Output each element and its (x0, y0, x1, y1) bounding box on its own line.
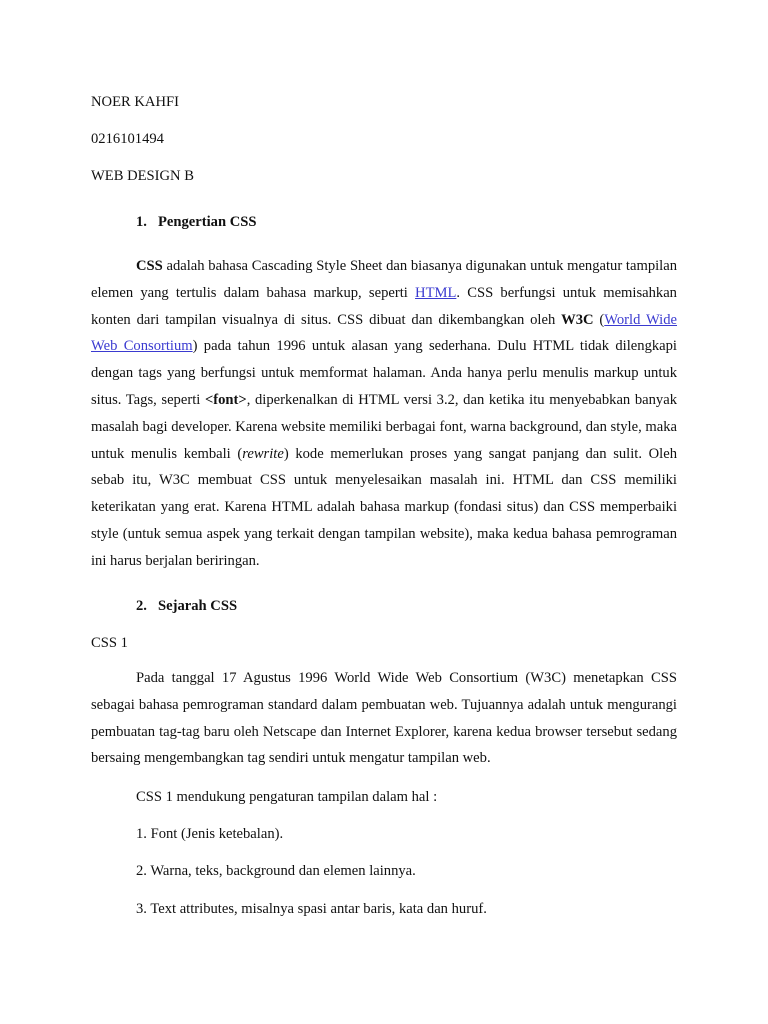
font-tag-term: <font> (204, 391, 247, 408)
paragraph-text: , diperkenalkan di HTML versi 3.2, dan ketika itu menyebabkan banyak masalah bagi developer. Karena website memiliki berbagai font, warna background, dan style, maka untuk menulis kembali ( (91, 391, 677, 462)
course-name: WEB DESIGN B (91, 168, 194, 184)
css-term: CSS (136, 258, 163, 274)
section-1-paragraph (91, 253, 677, 575)
paragraph-text: adalah bahasa Cascading Style Sheet dan biasanya digunakan untuk mengatur tampilan elemen yang tertulis dalam bahasa markup, seperti (91, 258, 677, 301)
section-2-number: 2. (136, 598, 147, 614)
list-intro: CSS 1 mendukung pengaturan tampilan dalam hal : (136, 789, 438, 805)
w3c-link[interactable]: World Wide Web Consortium (91, 311, 677, 355)
paragraph-text: ) kode memerlukan proses yang sangat panjang dan sulit. Oleh sebab itu, W3C membuat CSS untuk menyelesaikan masalah ini. HTML dan CSS memiliki keterikatan yang erat. Karena HTML adalah bahasa markup (fondasi situs) dan CSS memperbaiki style (untuk semua aspek yang terkait dengan tampilan website), maka kedua bahasa pemrograman ini harus berjalan beriringan. (91, 445, 677, 569)
html-link[interactable]: HTML (415, 284, 457, 301)
section-1-heading (136, 213, 257, 231)
paragraph-text: Pada tanggal 17 Agustus 1996 World Wide Web Consortium (W3C) menetapkan CSS sebagai bahasa pemrograman standard dalam pembuatan web. Tujuannya adalah untuk mengurangi pembuatan tag-tag baru oleh Netscape dan Internet Explorer, karena kedua browser tersebut sedang bersaing mengembangkan tag sendiri untuk mengatur tampilan web. (91, 670, 677, 767)
rewrite-term: rewrite (242, 445, 284, 462)
section-2-paragraph (91, 665, 677, 772)
author-name: NOER KAHFI (91, 94, 179, 110)
paragraph-text: ( (593, 311, 605, 328)
section-1-number: 1. (136, 214, 147, 230)
w3c-term: W3C (561, 311, 594, 328)
paragraph-text: . CSS berfungsi untuk memisahkan konten dari tampilan visualnya di situs. CSS dibuat dan dikembangkan oleh (91, 284, 677, 328)
list-item: 2. Warna, teks, background dan elemen lainnya. (136, 863, 416, 879)
list-item: 1. Font (Jenis ketebalan). (136, 826, 284, 842)
section-2-heading (136, 597, 237, 615)
student-id: 0216101494 (91, 131, 164, 147)
list-item: 3. Text attributes, misalnya spasi antar baris, kata dan huruf. (136, 901, 487, 917)
paragraph-text: ) pada tahun 1996 untuk alasan yang sederhana. Dulu HTML tidak dilengkapi dengan tags yang berfungsi untuk memformat halaman. Anda hanya perlu menulis markup untuk situs. Tags, seperti (91, 338, 677, 408)
section-1-title: Pengertian CSS (158, 214, 257, 230)
css1-subheading: CSS 1 (91, 635, 128, 651)
section-2-title: Sejarah CSS (158, 598, 238, 614)
